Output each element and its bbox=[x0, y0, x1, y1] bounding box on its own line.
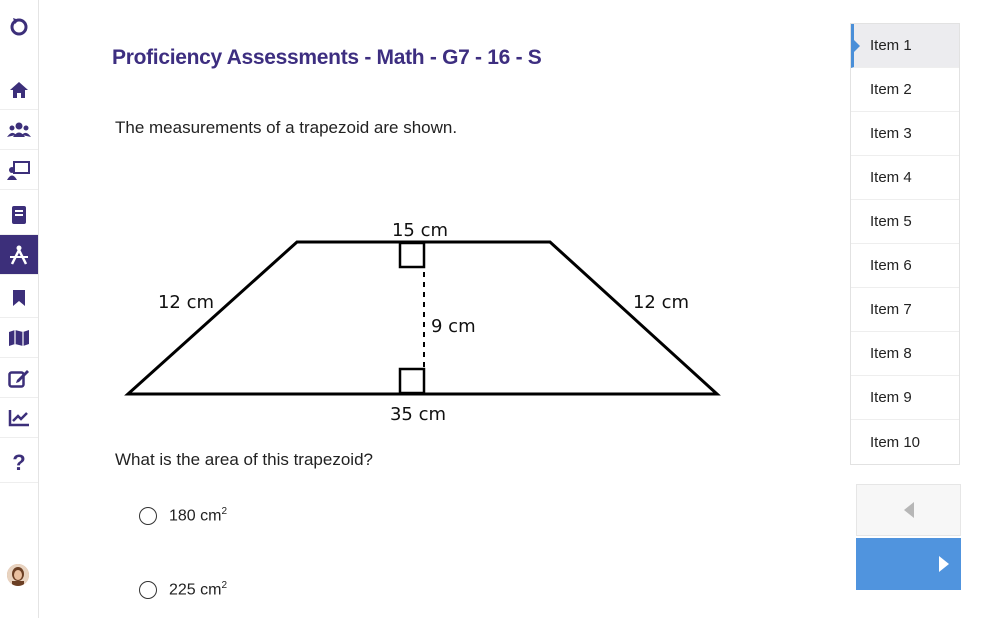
user-avatar[interactable] bbox=[7, 564, 29, 586]
item-navigator bbox=[850, 23, 960, 465]
classroom-button[interactable] bbox=[0, 150, 38, 190]
groups-icon bbox=[7, 121, 31, 139]
home-button[interactable] bbox=[0, 70, 38, 110]
radio-button[interactable] bbox=[139, 581, 157, 599]
help-button[interactable] bbox=[0, 443, 38, 483]
left-side-label: 12 cm bbox=[157, 292, 215, 313]
right-angle-top bbox=[400, 243, 424, 267]
arrow-left-icon bbox=[904, 502, 914, 518]
bookmark-button[interactable] bbox=[0, 278, 38, 318]
bottom-base-label: 35 cm bbox=[389, 404, 447, 425]
reset-button[interactable] bbox=[0, 6, 38, 46]
map-button[interactable] bbox=[0, 318, 38, 358]
home-icon bbox=[9, 81, 29, 99]
help-icon: ? bbox=[12, 449, 26, 475]
compass-tools-icon bbox=[8, 244, 30, 266]
nav-item-10[interactable]: Item 10 bbox=[870, 433, 921, 451]
next-button[interactable] bbox=[856, 538, 961, 590]
top-base-label: 15 cm bbox=[391, 220, 449, 241]
nav-item-8[interactable]: Item 8 bbox=[851, 332, 959, 376]
edit-icon bbox=[8, 368, 30, 388]
nav-item-7[interactable]: Item 7 bbox=[851, 288, 959, 332]
bookmark-icon bbox=[12, 289, 26, 307]
arrow-right-icon bbox=[939, 556, 949, 572]
question-text: What is the area of this trapezoid? bbox=[115, 450, 373, 469]
left-sidebar bbox=[0, 0, 39, 618]
library-button[interactable] bbox=[0, 195, 38, 235]
radio-button[interactable] bbox=[139, 507, 157, 525]
book-icon bbox=[11, 205, 27, 225]
tools-button[interactable] bbox=[0, 235, 38, 275]
question-prompt: The measurements of a trapezoid are shown. bbox=[115, 118, 458, 137]
previous-button[interactable] bbox=[856, 484, 961, 536]
answer-choice-a[interactable] bbox=[139, 506, 227, 525]
map-icon bbox=[8, 329, 30, 347]
nav-item-9[interactable]: Item 9 bbox=[851, 376, 959, 420]
reset-icon bbox=[8, 15, 30, 37]
trapezoid-shape bbox=[128, 242, 717, 394]
nav-item-6[interactable]: Item 6 bbox=[851, 244, 959, 288]
avatar-image bbox=[7, 564, 29, 586]
trapezoid-figure bbox=[120, 210, 730, 430]
nav-item-3[interactable]: Item 3 bbox=[851, 112, 959, 156]
height-label: 9 cm bbox=[431, 316, 476, 337]
right-angle-bottom bbox=[400, 369, 424, 393]
page-title: Proficiency Assessments - Math - G7 - 16 - S bbox=[112, 46, 542, 69]
nav-item-2[interactable]: Item 2 bbox=[851, 68, 959, 112]
teacher-board-icon bbox=[7, 160, 31, 180]
right-side-label: 12 cm bbox=[632, 292, 690, 313]
groups-button[interactable] bbox=[0, 110, 38, 150]
reports-button[interactable] bbox=[0, 398, 38, 438]
answer-choice-b[interactable] bbox=[139, 580, 227, 599]
chart-icon bbox=[8, 409, 30, 427]
choice-label: 225 $cm^2$ bbox=[169, 580, 228, 599]
nav-item-1[interactable]: Item 1 bbox=[851, 24, 959, 68]
nav-item-4[interactable]: Item 4 bbox=[851, 156, 959, 200]
nav-item-5[interactable]: Item 5 bbox=[851, 200, 959, 244]
choice-label: 180 $cm^2$ bbox=[169, 506, 228, 525]
edit-button[interactable] bbox=[0, 358, 38, 398]
